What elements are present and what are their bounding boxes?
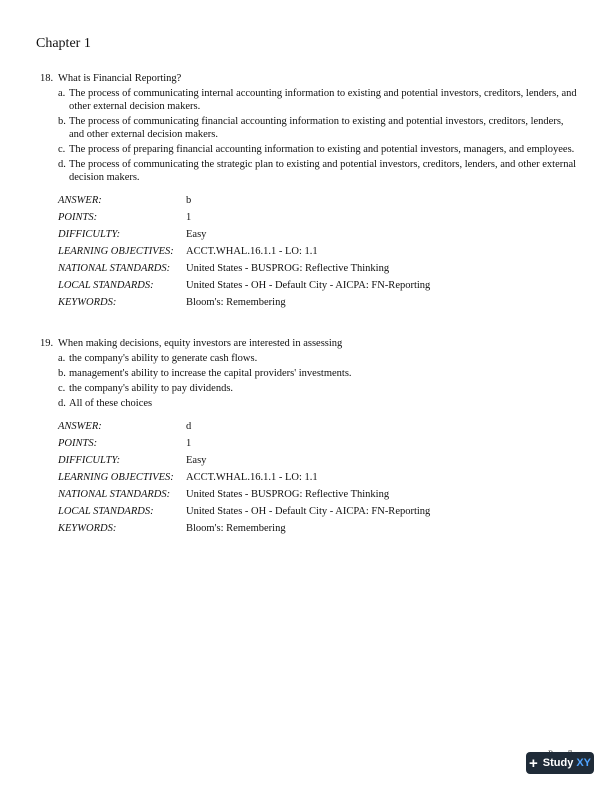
meta-value: United States - OH - Default City - AICPA: FN-Reporting xyxy=(186,506,431,517)
meta-row-keywords xyxy=(58,522,580,539)
meta-row-answer xyxy=(58,420,580,437)
choice-text: management's ability to increase the capital providers' investments. xyxy=(69,368,352,379)
meta-value: d xyxy=(186,421,192,432)
meta-label: ANSWER: xyxy=(58,421,102,432)
question-stem xyxy=(40,337,580,350)
meta-label: LEARNING OBJECTIVES: xyxy=(58,246,174,257)
choice-text: The process of preparing financial accounting information to existing and potential investors, managers, and employees. xyxy=(69,144,575,155)
question-19 xyxy=(40,337,580,539)
question-stem xyxy=(40,72,580,85)
answer-metadata xyxy=(58,420,580,539)
meta-value: Bloom's: Remembering xyxy=(186,297,286,308)
meta-label: LOCAL STANDARDS: xyxy=(58,280,154,291)
meta-label: ANSWER: xyxy=(58,195,102,206)
meta-label: NATIONAL STANDARDS: xyxy=(58,263,171,274)
choice-text: the company's ability to generate cash flows. xyxy=(69,353,258,364)
studyxy-badge[interactable] xyxy=(526,752,594,774)
meta-value: 1 xyxy=(186,438,192,449)
choice-text: The process of communicating internal accounting information to existing and potential investors, creditors, lenders, and other external decision makers. xyxy=(69,88,577,112)
choice-d xyxy=(58,397,580,410)
question-number: 19. xyxy=(40,338,54,349)
meta-label: DIFFICULTY: xyxy=(58,455,121,466)
meta-label: LOCAL STANDARDS: xyxy=(58,506,154,517)
meta-row-difficulty xyxy=(58,228,580,245)
choice-text: The process of communicating the strategic plan to existing and potential investors, creditors, lenders, and other external decision makers. xyxy=(69,159,577,183)
meta-label: NATIONAL STANDARDS: xyxy=(58,489,171,500)
meta-row-points xyxy=(58,211,580,228)
meta-row-local-standards xyxy=(58,279,580,296)
choice-letter: d. xyxy=(58,159,66,170)
meta-row-points xyxy=(58,437,580,454)
meta-row-national-standards xyxy=(58,488,580,505)
choice-d xyxy=(58,158,580,184)
choice-text: All of these choices xyxy=(69,398,153,409)
meta-value: ACCT.WHAL.16.1.1 - LO: 1.1 xyxy=(186,472,318,483)
choice-letter: b. xyxy=(58,116,66,127)
meta-label: KEYWORDS: xyxy=(58,523,117,534)
choice-letter: a. xyxy=(58,353,66,364)
choice-b xyxy=(58,367,580,380)
choice-letter: a. xyxy=(58,88,66,99)
question-18 xyxy=(40,72,580,313)
meta-row-local-standards xyxy=(58,505,580,522)
meta-label: LEARNING OBJECTIVES: xyxy=(58,472,174,483)
choice-letter: d. xyxy=(58,398,66,409)
choice-a xyxy=(58,352,580,365)
question-text: What is Financial Reporting? xyxy=(58,73,182,84)
brand-study-text: Study xyxy=(542,757,574,769)
meta-label: KEYWORDS: xyxy=(58,297,117,308)
meta-label: POINTS: xyxy=(58,438,98,449)
meta-row-learning-objectives xyxy=(58,245,580,262)
meta-row-answer xyxy=(58,194,580,211)
question-text: When making decisions, equity investors are interested in assessing xyxy=(58,338,343,349)
meta-value: Easy xyxy=(186,455,207,466)
choice-b xyxy=(58,115,580,141)
meta-row-national-standards xyxy=(58,262,580,279)
choice-a xyxy=(58,87,580,113)
plus-icon: + xyxy=(528,754,538,772)
meta-value: 1 xyxy=(186,212,192,223)
choice-letter: b. xyxy=(58,368,66,379)
choice-text: the company's ability to pay dividends. xyxy=(69,383,234,394)
meta-value: ACCT.WHAL.16.1.1 - LO: 1.1 xyxy=(186,246,318,257)
meta-value: b xyxy=(186,195,192,206)
meta-label: POINTS: xyxy=(58,212,98,223)
meta-row-difficulty xyxy=(58,454,580,471)
meta-value: United States - BUSPROG: Reflective Thinking xyxy=(186,489,390,500)
choice-text: The process of communicating financial accounting information to existing and potential investors, creditors, lenders, and other external decision makers. xyxy=(69,116,564,140)
brand-xy-text: XY xyxy=(576,757,591,769)
choice-letter: c. xyxy=(58,383,66,394)
choice-c xyxy=(58,143,580,156)
meta-value: Bloom's: Remembering xyxy=(186,523,286,534)
meta-value: Easy xyxy=(186,229,207,240)
meta-value: United States - BUSPROG: Reflective Thinking xyxy=(186,263,390,274)
question-number: 18. xyxy=(40,73,54,84)
meta-row-learning-objectives xyxy=(58,471,580,488)
choice-c xyxy=(58,382,580,395)
meta-label: DIFFICULTY: xyxy=(58,229,121,240)
answer-metadata xyxy=(58,194,580,313)
meta-row-keywords xyxy=(58,296,580,313)
chapter-heading: Chapter 1 xyxy=(36,36,91,51)
meta-value: United States - OH - Default City - AICPA: FN-Reporting xyxy=(186,280,431,291)
choice-letter: c. xyxy=(58,144,66,155)
